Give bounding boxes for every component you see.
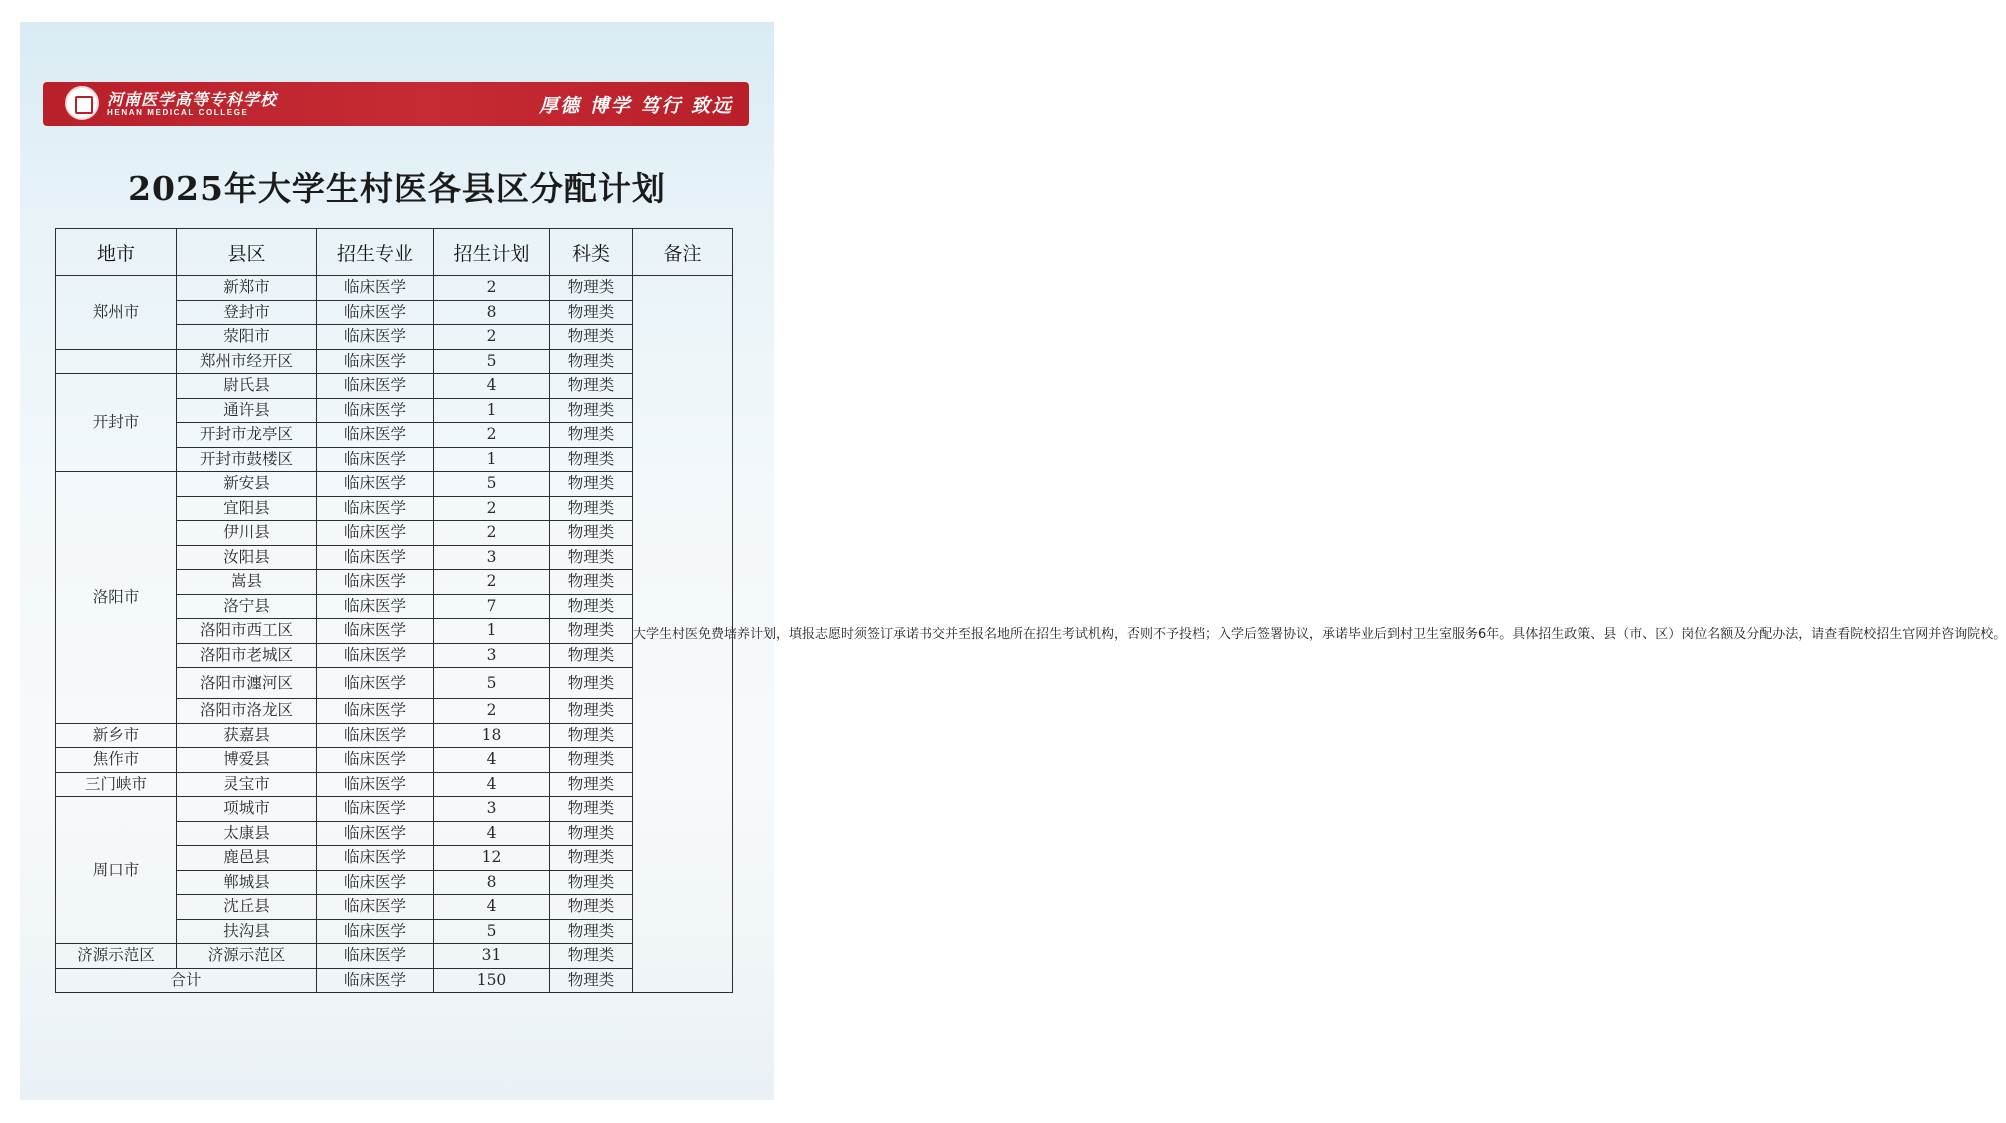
table-row: [56, 374, 733, 399]
major-cell: 临床医学: [317, 748, 434, 773]
category-cell: 物理类: [550, 521, 633, 546]
table-total-row: [56, 968, 733, 993]
plan-cell: 1: [434, 619, 550, 644]
plan-cell: 8: [434, 300, 550, 325]
header-plan: 招生计划: [434, 229, 550, 276]
table-row: [56, 276, 733, 301]
major-cell: 临床医学: [317, 496, 434, 521]
county-cell: 获嘉县: [177, 723, 317, 748]
category-cell: 物理类: [550, 643, 633, 668]
note-cell: 大学生村医免费培养计划，填报志愿时须签订承诺书交并至报名地所在招生考试机构，否则不予投档；入学后签署协议，承诺毕业后到村卫生室服务6年。具体招生政策、县（市、区）岗位名额及分配办法，请查看院校招生官网并咨询院校。: [633, 276, 733, 993]
major-cell: 临床医学: [317, 619, 434, 644]
county-cell: 荥阳市: [177, 325, 317, 350]
table-row: [56, 748, 733, 773]
plan-cell: 5: [434, 919, 550, 944]
header-category: 科类: [550, 229, 633, 276]
county-cell: 新郑市: [177, 276, 317, 301]
city-cell: 郑州市: [56, 276, 177, 350]
city-cell: 周口市: [56, 797, 177, 944]
major-cell: 临床医学: [317, 772, 434, 797]
table-row: [56, 797, 733, 822]
plan-cell: 4: [434, 374, 550, 399]
total-label: 合计: [56, 968, 317, 993]
plan-cell: 7: [434, 594, 550, 619]
category-cell: 物理类: [550, 797, 633, 822]
major-cell: 临床医学: [317, 723, 434, 748]
category-cell: 物理类: [550, 594, 633, 619]
plan-cell: 3: [434, 545, 550, 570]
county-cell: 洛阳市瀍河区: [177, 668, 317, 699]
county-cell: 鹿邑县: [177, 846, 317, 871]
plan-cell: 2: [434, 699, 550, 724]
plan-cell: 2: [434, 521, 550, 546]
major-cell: 临床医学: [317, 570, 434, 595]
header-note: 备注: [633, 229, 733, 276]
county-cell: 洛阳市西工区: [177, 619, 317, 644]
county-cell: 郸城县: [177, 870, 317, 895]
major-cell: 临床医学: [317, 895, 434, 920]
county-cell: 太康县: [177, 821, 317, 846]
school-name-chinese: 河南医学高等专科学校: [107, 90, 278, 109]
county-cell: 开封市龙亭区: [177, 423, 317, 448]
plan-cell: 8: [434, 870, 550, 895]
school-name-english: HENAN MEDICAL COLLEGE: [107, 108, 249, 117]
city-cell-empty: [56, 349, 177, 374]
plan-cell: 2: [434, 570, 550, 595]
major-cell: 临床医学: [317, 699, 434, 724]
city-cell: 洛阳市: [56, 472, 177, 724]
category-cell: 物理类: [550, 496, 633, 521]
table-row: [56, 723, 733, 748]
county-cell: 洛宁县: [177, 594, 317, 619]
city-cell: 济源示范区: [56, 944, 177, 969]
plan-cell: 5: [434, 349, 550, 374]
plan-cell: 4: [434, 895, 550, 920]
major-cell: 临床医学: [317, 300, 434, 325]
major-cell: 临床医学: [317, 870, 434, 895]
category-cell: 物理类: [550, 748, 633, 773]
major-cell: 临床医学: [317, 447, 434, 472]
plan-cell: 2: [434, 496, 550, 521]
plan-cell: 2: [434, 325, 550, 350]
major-cell: 临床医学: [317, 521, 434, 546]
category-cell: 物理类: [550, 545, 633, 570]
plan-cell: 2: [434, 423, 550, 448]
plan-cell: 4: [434, 772, 550, 797]
major-cell: 临床医学: [317, 797, 434, 822]
county-cell: 嵩县: [177, 570, 317, 595]
category-cell: 物理类: [550, 846, 633, 871]
table-row: [56, 772, 733, 797]
major-cell: 临床医学: [317, 919, 434, 944]
category-cell: 物理类: [550, 895, 633, 920]
major-cell: 临床医学: [317, 349, 434, 374]
county-cell: 郑州市经开区: [177, 349, 317, 374]
major-cell: 临床医学: [317, 374, 434, 399]
category-cell: 物理类: [550, 472, 633, 497]
major-cell: 临床医学: [317, 668, 434, 699]
category-cell: 物理类: [550, 870, 633, 895]
category-cell: 物理类: [550, 300, 633, 325]
plan-cell: 31: [434, 944, 550, 969]
category-cell: 物理类: [550, 723, 633, 748]
county-cell: 通许县: [177, 398, 317, 423]
major-cell: 临床医学: [317, 594, 434, 619]
city-cell: 焦作市: [56, 748, 177, 773]
college-seal-logo: [65, 86, 99, 120]
header-major: 招生专业: [317, 229, 434, 276]
city-cell: 三门峡市: [56, 772, 177, 797]
plan-cell: 5: [434, 668, 550, 699]
major-cell: 临床医学: [317, 325, 434, 350]
plan-cell: 3: [434, 643, 550, 668]
table-row: [56, 349, 733, 374]
county-cell: 开封市鼓楼区: [177, 447, 317, 472]
county-cell: 博爱县: [177, 748, 317, 773]
major-cell: 临床医学: [317, 276, 434, 301]
major-cell: 临床医学: [317, 545, 434, 570]
county-cell: 灵宝市: [177, 772, 317, 797]
category-cell: 物理类: [550, 398, 633, 423]
document-title: 2025年大学生村医各县区分配计划: [128, 169, 666, 208]
college-header-banner: [43, 82, 749, 126]
county-cell: 新安县: [177, 472, 317, 497]
county-cell: 项城市: [177, 797, 317, 822]
table-row: [56, 472, 733, 497]
category-cell: 物理类: [550, 772, 633, 797]
city-cell: 开封市: [56, 374, 177, 472]
category-cell: 物理类: [550, 349, 633, 374]
county-cell: 登封市: [177, 300, 317, 325]
major-cell: 临床医学: [317, 398, 434, 423]
category-cell: 物理类: [550, 447, 633, 472]
category-cell: 物理类: [550, 325, 633, 350]
plan-cell: 5: [434, 472, 550, 497]
plan-cell: 3: [434, 797, 550, 822]
category-cell: 物理类: [550, 374, 633, 399]
major-cell: 临床医学: [317, 821, 434, 846]
county-cell: 沈丘县: [177, 895, 317, 920]
plan-cell: 12: [434, 846, 550, 871]
city-cell: 新乡市: [56, 723, 177, 748]
total-major: 临床医学: [317, 968, 434, 993]
category-cell: 物理类: [550, 919, 633, 944]
category-cell: 物理类: [550, 423, 633, 448]
county-cell: 洛阳市洛龙区: [177, 699, 317, 724]
category-cell: 物理类: [550, 821, 633, 846]
major-cell: 临床医学: [317, 846, 434, 871]
county-cell: 汝阳县: [177, 545, 317, 570]
category-cell: 物理类: [550, 570, 633, 595]
county-cell: 尉氏县: [177, 374, 317, 399]
major-cell: 临床医学: [317, 944, 434, 969]
plan-cell: 18: [434, 723, 550, 748]
total-category: 物理类: [550, 968, 633, 993]
county-cell: 宜阳县: [177, 496, 317, 521]
major-cell: 临床医学: [317, 423, 434, 448]
allocation-plan-table: [55, 228, 2006, 993]
category-cell: 物理类: [550, 276, 633, 301]
category-cell: 物理类: [550, 619, 633, 644]
county-cell: 洛阳市老城区: [177, 643, 317, 668]
major-cell: 临床医学: [317, 472, 434, 497]
plan-cell: 4: [434, 748, 550, 773]
table-row: [56, 944, 733, 969]
plan-cell: 1: [434, 447, 550, 472]
plan-cell: 2: [434, 276, 550, 301]
plan-cell: 1: [434, 398, 550, 423]
table-header-row: [56, 229, 733, 276]
county-cell: 济源示范区: [177, 944, 317, 969]
category-cell: 物理类: [550, 944, 633, 969]
major-cell: 临床医学: [317, 643, 434, 668]
county-cell: 伊川县: [177, 521, 317, 546]
category-cell: 物理类: [550, 668, 633, 699]
header-county: 县区: [177, 229, 317, 276]
header-city: 地市: [56, 229, 177, 276]
total-plan: 150: [434, 968, 550, 993]
plan-cell: 4: [434, 821, 550, 846]
county-cell: 扶沟县: [177, 919, 317, 944]
category-cell: 物理类: [550, 699, 633, 724]
school-motto: 厚德 博学 笃行 致远: [539, 95, 733, 117]
